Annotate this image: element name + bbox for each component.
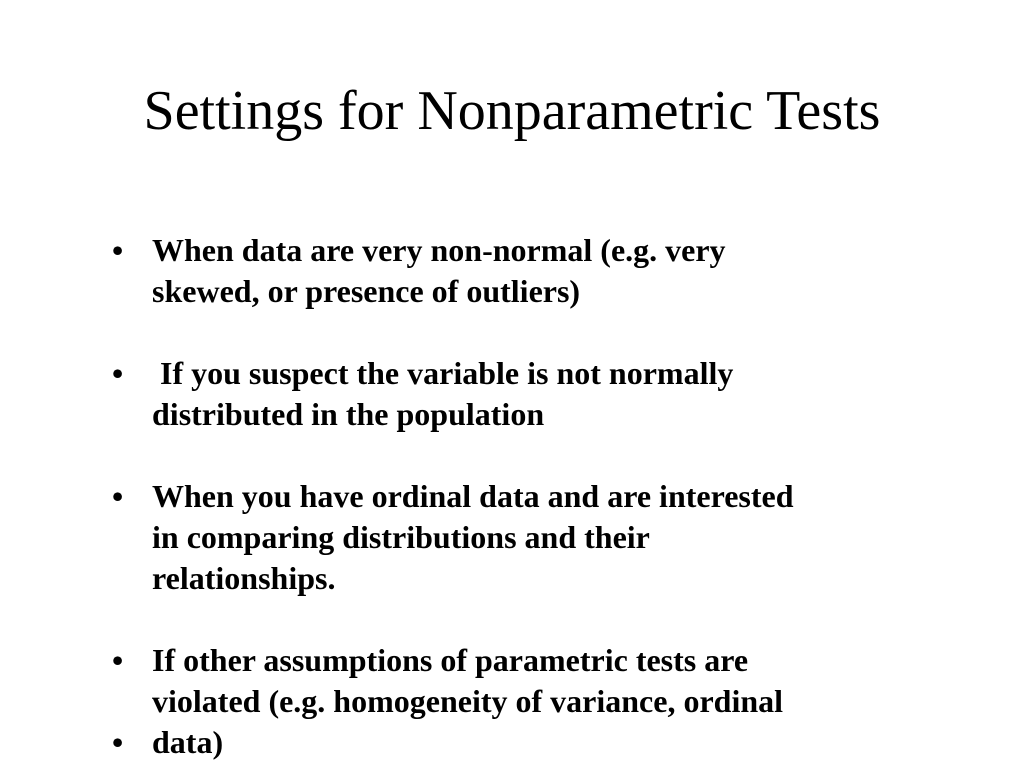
bullet-text-line: data) <box>152 724 224 760</box>
bullet-list <box>112 230 972 763</box>
bullet-text-line: If you suspect the variable is not normally <box>152 355 734 391</box>
bullet-icon: • <box>112 355 124 391</box>
bullet-item-data <box>112 722 972 763</box>
slide-title: Settings for Nonparametric Tests <box>143 80 881 142</box>
bullet-text-line: When data are very non-normal (e.g. very <box>152 232 726 268</box>
bullet-icon: • <box>112 642 124 678</box>
bullet-text-line: skewed, or presence of outliers) <box>152 273 581 309</box>
bullet-item-assumptions-violated <box>112 640 972 722</box>
bullet-text-line: When you have ordinal data and are interested <box>152 478 794 514</box>
bullet-text-line: in comparing distributions and their <box>152 519 650 555</box>
bullet-icon: • <box>112 478 124 514</box>
bullet-icon: • <box>112 232 124 268</box>
bullet-item-non-normal <box>112 230 972 312</box>
bullet-text-line: distributed in the population <box>152 396 545 432</box>
bullet-item-suspect-variable <box>112 353 972 435</box>
bullet-text-line: violated (e.g. homogeneity of variance, ordinal <box>152 683 784 719</box>
bullet-icon: • <box>112 724 124 760</box>
bullet-text-line: If other assumptions of parametric tests are <box>152 642 749 678</box>
bullet-item-ordinal-data <box>112 476 972 599</box>
bullet-text-line: relationships. <box>152 560 336 596</box>
